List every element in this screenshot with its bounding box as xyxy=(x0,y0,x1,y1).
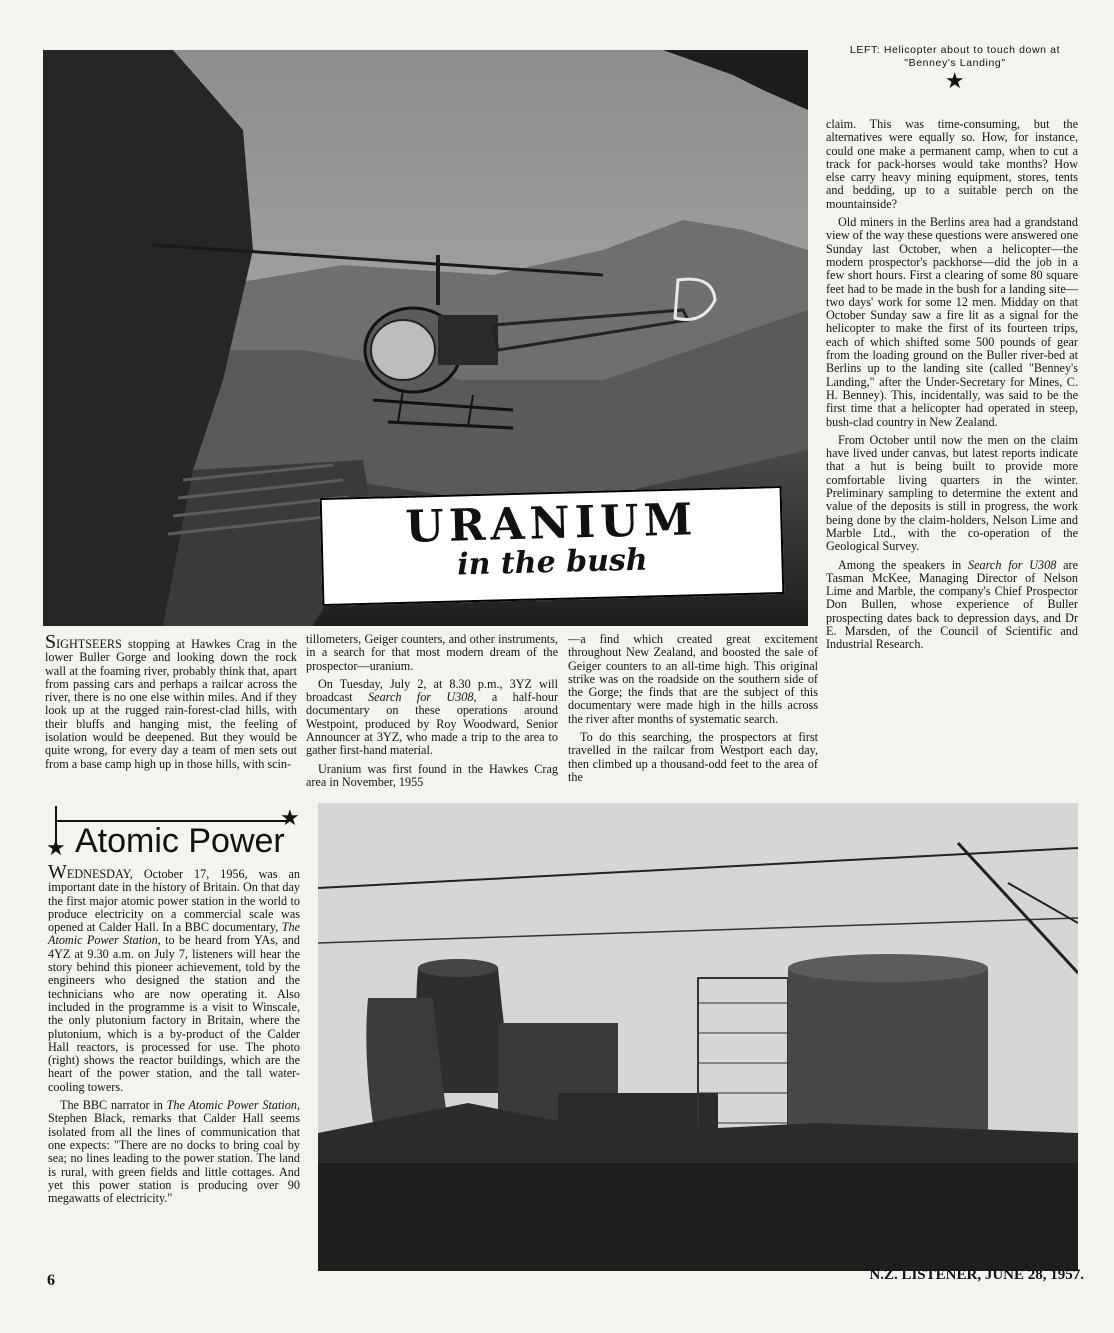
atomic-paragraph-2: The BBC narrator in The Atomic Power Station, Stephen Black, remarks that Calder Hall seems isolated from all the lines of communication that one expects: "There are no docks to bring coal by sea; no lines leading to the power station. The land is rural, with green fields and little cottages. And yet this power station is producing over 90 megawatts of electricity." xyxy=(48,1098,301,1206)
photo-caption xyxy=(825,44,1085,93)
article-column-4 xyxy=(826,118,1078,657)
caption-line-1: LEFT: Helicopter about to touch down at xyxy=(849,44,1061,56)
power-station-photo xyxy=(318,803,1078,1271)
col4-paragraph-4: Among the speakers in Search for U308 are Tasman McKee, Managing Director of Nelson Lime and Marble, the company's Chief Prospector Don Bullen, whose experience of Buller prospecting dates back to depression days, and Dr E. Marsden, of the Council of Scientific and Industrial Research. xyxy=(826,557,1078,652)
col3-paragraph-1: —a find which created great excitement throughout New Zealand, and boosted the sale of Geiger counters to an all-time high. This original strike was on the roadside on the southern side of the Gorge; the finds that are the subject of this documentary were made high in the hills across the river after months of systematic search. xyxy=(568,632,818,726)
star-icon-right: ★ xyxy=(280,806,300,831)
col3-paragraph-2: To do this searching, the prospectors at first travelled in the railcar from Westport each day, then climbed up a thousand-odd feet to the area of the xyxy=(568,730,818,784)
helicopter-photo xyxy=(43,50,808,626)
page-number: 6 xyxy=(47,1272,55,1289)
star-icon: ★ xyxy=(944,68,966,93)
drop-cap-s: S xyxy=(45,631,57,653)
col1-paragraph: SIGHTSEERS stopping at Hawkes Crag in the lower Buller Gorge and looking down the rock wall at the foaming river, probably think that, apart from passing cars and perhaps a railcar across the river, there is no one else within miles. And if they look up at the rugged rain-forest-clad hills, with their bluffs and hanging mist, the feeling of isolation would be deepened. But they would be quite wrong, for every day a team of men sets out from a base camp high up in those hills, with scin- xyxy=(45,631,297,771)
title-sub: in the bush xyxy=(456,542,649,583)
atomic-heading: Atomic Power xyxy=(75,822,285,860)
title-main: URANIUM xyxy=(404,494,698,553)
col4-paragraph-3: From October until now the men on the claim have lived under canvas, but latest reports indicate that a hut is being built to provide more comfortable living quarters in the winter. Preliminary sampling to determine the extent and value of the deposits is still in progress, the work being done by the claim-holders, Nelson Lime and Marble Ltd., with the co-operation of the Geological Survey. xyxy=(826,432,1078,554)
power-station-illustration xyxy=(318,803,1078,1271)
title-panel xyxy=(320,486,785,606)
article-column-1 xyxy=(45,631,297,776)
article-column-3 xyxy=(568,633,818,789)
col4-paragraph-2: Old miners in the Berlins area had a grandstand view of the way these questions were answered one Sunday last October, when a helicopter—the modern prospector's packhorse—did the job in a few short hours. First a clearing of some 80 square feet had to be made in the bush for a landing site—two days' work for some 12 men. Midday on that October Sunday saw a fire lit as a signal for the helicopter to make the first of its fourteen trips, each of which shifted some 500 pounds of gear from the loading ground on the Buller river-bed at Berlins up to the landing site (called "Benney's Landing," after the Under-Secretary for Mines, C. H. Benney). This, incidentally, was said to be the first time that a helicopter had operated in steep, bush-clad country in New Zealand. xyxy=(826,215,1078,429)
col2-paragraph-3: Uranium was first found in the Hawkes Crag area in November, 1955 xyxy=(306,761,558,789)
col2-paragraph-2: On Tuesday, July 2, at 8.30 p.m., 3YZ will broadcast Search for U308, a half-hour documentary on these operations around Westpoint, produced by Roy Woodward, Senior Announcer at 3YZ, who made a trip to the area to gather first-hand material. xyxy=(306,676,558,758)
drop-cap-w: W xyxy=(48,861,67,883)
publication-footer: N.Z. LISTENER, JUNE 28, 1957. xyxy=(869,1267,1084,1283)
caption-line-2: "Benney's Landing" xyxy=(904,57,1006,69)
col2-paragraph-1: tillometers, Geiger counters, and other instruments, in a search for that most modern dream of the prospector—uranium. xyxy=(306,632,558,673)
atomic-column xyxy=(48,861,301,1210)
atomic-paragraph-1: WEDNESDAY, October 17, 1956, was an important date in the history of Britain. On that day the first major atomic power station in the world to produce electricity on a commercial scale was opened at Calder Hall. In a BBC documentary, The Atomic Power Station, to be heard from YAs, and 4YZ at 9.30 a.m. on July 7, listeners will hear the story behind this pioneer achievement, told by the engineers who designed the station and the technicians who are now operating it. Also included in the programme is a visit to Winscale, the only plutonium factory in Britain, where the plutonium, which is a by-product of the Calder Hall reactors, is processed for use. The photo (right) shows the reactor buildings, which are the heart of the power station, and the tall water-cooling towers. xyxy=(48,861,300,1094)
article-column-2 xyxy=(306,633,558,794)
col4-paragraph-1: claim. This was time-consuming, but the alternatives were equally so. How, for instance, could one make a permanent camp, when to cut a track for pack-horses would take months? How else carry heavy mining equipment, stores, tents and bedding, up to a suitable perch on the mountainside? xyxy=(826,117,1078,211)
star-icon-left: ★ xyxy=(46,836,66,861)
